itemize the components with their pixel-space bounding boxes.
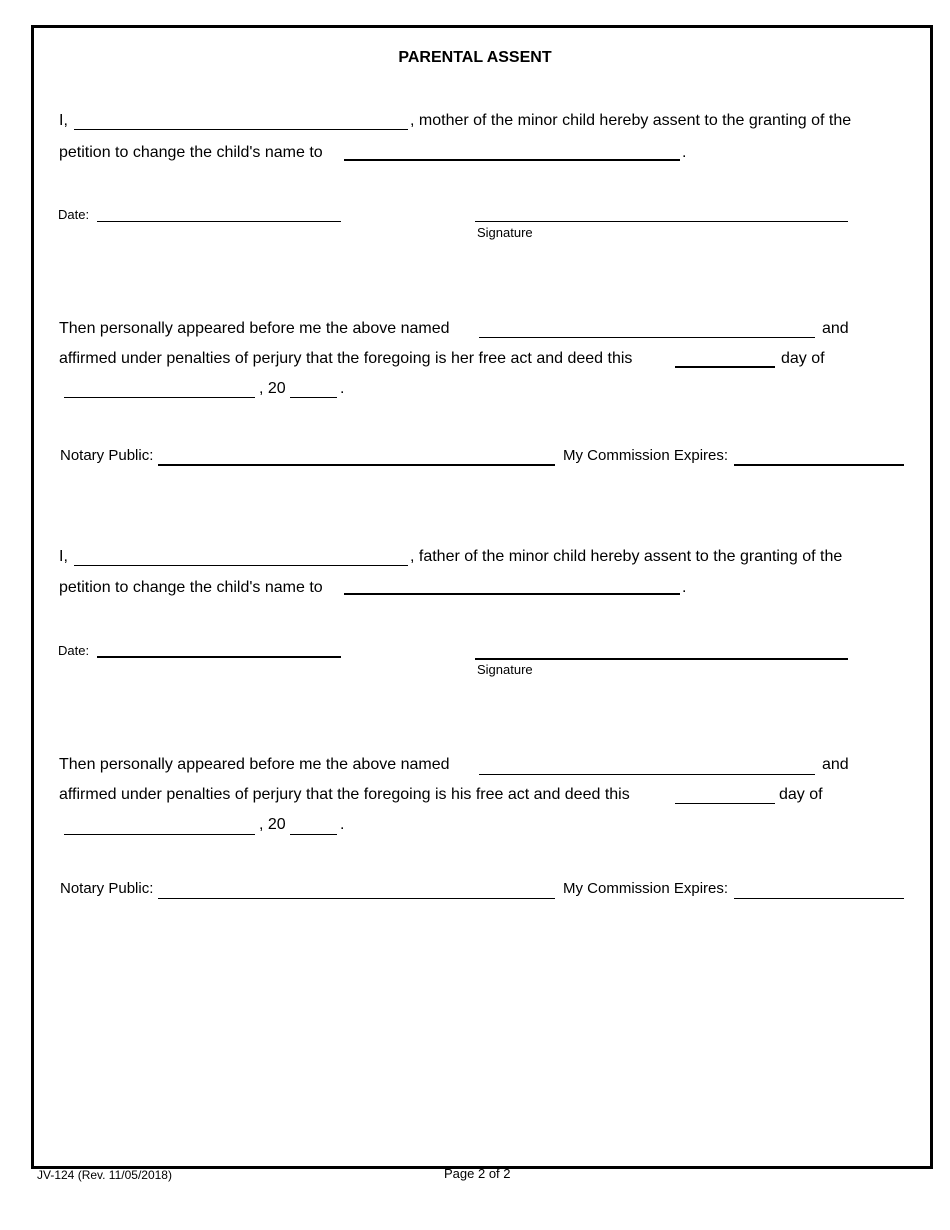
mother-petition-period: . [682, 144, 687, 161]
father-notary-day-of-text: day of [779, 786, 823, 803]
father-petition-period: . [682, 579, 687, 596]
father-notary-appeared-text: Then personally appeared before me the above named [59, 756, 450, 773]
father-notary-appeared-name-field[interactable] [479, 774, 815, 775]
mother-notary-day-of-text: day of [781, 350, 825, 367]
father-commission-label: My Commission Expires: [563, 880, 729, 897]
father-date-field[interactable] [97, 656, 341, 658]
mother-notary-year-field[interactable] [290, 397, 337, 398]
mother-notary-year-prefix: , 20 [259, 380, 286, 397]
mother-intro-text: I, [59, 112, 68, 129]
father-assent-text: , father of the minor child hereby assent to the granting of the [410, 548, 843, 565]
father-notary-and-text: and [822, 756, 849, 773]
mother-petition-text: petition to change the child's name to [59, 144, 323, 161]
father-notary-month-field[interactable] [64, 834, 255, 835]
father-notary-period: . [340, 816, 345, 833]
father-date-label: Date: [58, 643, 90, 658]
mother-notary-period: . [340, 380, 345, 397]
father-new-child-name-field[interactable] [344, 593, 680, 595]
father-petition-text: petition to change the child's name to [59, 579, 323, 596]
father-notary-affirmed-text: affirmed under penalties of perjury that the foregoing is his free act and deed this [59, 786, 630, 803]
form-id: JV-124 (Rev. 11/05/2018) [37, 1168, 172, 1182]
mother-notary-appeared-name-field[interactable] [479, 337, 815, 338]
mother-notary-and-text: and [822, 320, 849, 337]
page-title: PARENTAL ASSENT [398, 49, 552, 66]
mother-signature-label: Signature [477, 225, 533, 240]
father-signature-field[interactable] [475, 658, 848, 660]
father-notary-year-prefix: , 20 [259, 816, 286, 833]
mother-notary-public-field[interactable] [158, 464, 555, 466]
mother-notary-affirmed-text: affirmed under penalties of perjury that the foregoing is her free act and deed this [59, 350, 633, 367]
father-name-field[interactable] [74, 565, 408, 566]
mother-commission-field[interactable] [734, 464, 904, 466]
mother-date-label: Date: [58, 207, 90, 222]
father-notary-day-field[interactable] [675, 803, 775, 804]
mother-commission-label: My Commission Expires: [563, 447, 729, 464]
father-commission-field[interactable] [734, 898, 904, 899]
mother-new-child-name-field[interactable] [344, 159, 680, 161]
form-border [31, 25, 933, 1169]
mother-name-field[interactable] [74, 129, 408, 130]
mother-notary-public-label: Notary Public: [60, 447, 154, 464]
mother-assent-text: , mother of the minor child hereby assent to the granting of the [410, 112, 852, 129]
mother-date-field[interactable] [97, 221, 341, 222]
mother-signature-field[interactable] [475, 221, 848, 222]
father-signature-label: Signature [477, 662, 533, 677]
father-notary-year-field[interactable] [290, 834, 337, 835]
father-intro-text: I, [59, 548, 68, 565]
mother-notary-month-field[interactable] [64, 397, 255, 398]
mother-notary-appeared-text: Then personally appeared before me the above named [59, 320, 450, 337]
father-notary-public-label: Notary Public: [60, 880, 154, 897]
page-number: Page 2 of 2 [444, 1166, 511, 1181]
mother-notary-day-field[interactable] [675, 366, 775, 368]
father-notary-public-field[interactable] [158, 898, 555, 899]
